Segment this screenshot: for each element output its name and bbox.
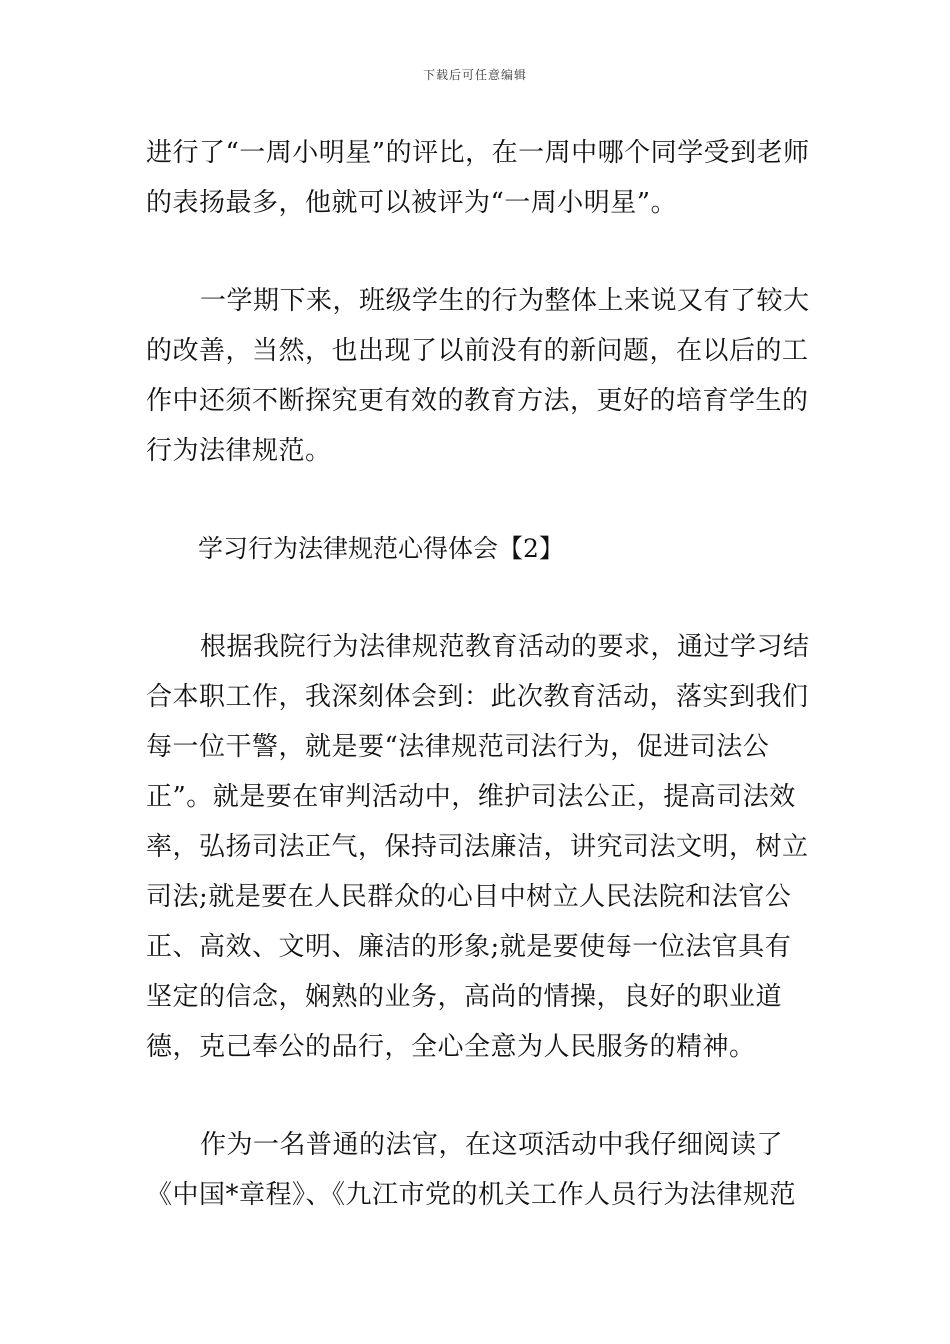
paragraph-gap <box>146 1072 814 1120</box>
paragraph-3: 根据我院行为法律规范教育活动的要求，通过学习结合本职工作，我深刻体会到：此次教育活动，落实到我们每一位干警，就是要“法律规范司法行为，促进司法公正”。就是要在审判活动中，维护司法公正，提高司法效率，弘扬司法正气，保持司法廉洁，讲究司法文明，树立司法;就是要在人民群众的心目中树立人民法院和法官公正、高效、文明、廉洁的形象;就是要使每一位法官具有坚定的信念，娴熟的业务，高尚的情操，良好的职业道德，克己奉公的品行，全心全意为人民服务的精神。 <box>146 632 810 1062</box>
paragraph-gap <box>146 476 814 524</box>
paragraph-4: 作为一名普通的法官，在这项活动中我仔细阅读了《中国*章程》、《九江市党的机关工作人员行为法律规范 <box>146 1130 797 1210</box>
paragraph-1: 进行了“一周小明星”的评比，在一周中哪个同学受到老师的表扬最多，他就可以被评为“一周小明星”。 <box>146 138 810 218</box>
paragraph-2: 一学期下来，班级学生的行为整体上来说又有了较大的改善，当然，也出现了以前没有的新问题，在以后的工作中还须不断探究更有效的教育方法，更好的培育学生的行为法律规范。 <box>146 286 810 466</box>
paragraph-gap <box>146 574 814 622</box>
section-heading: 学习行为法律规范心得体会【2】 <box>198 534 564 563</box>
document-body <box>146 128 814 1220</box>
page-header: 下载后可任意编辑 <box>422 68 527 82</box>
paragraph-gap <box>146 228 814 276</box>
